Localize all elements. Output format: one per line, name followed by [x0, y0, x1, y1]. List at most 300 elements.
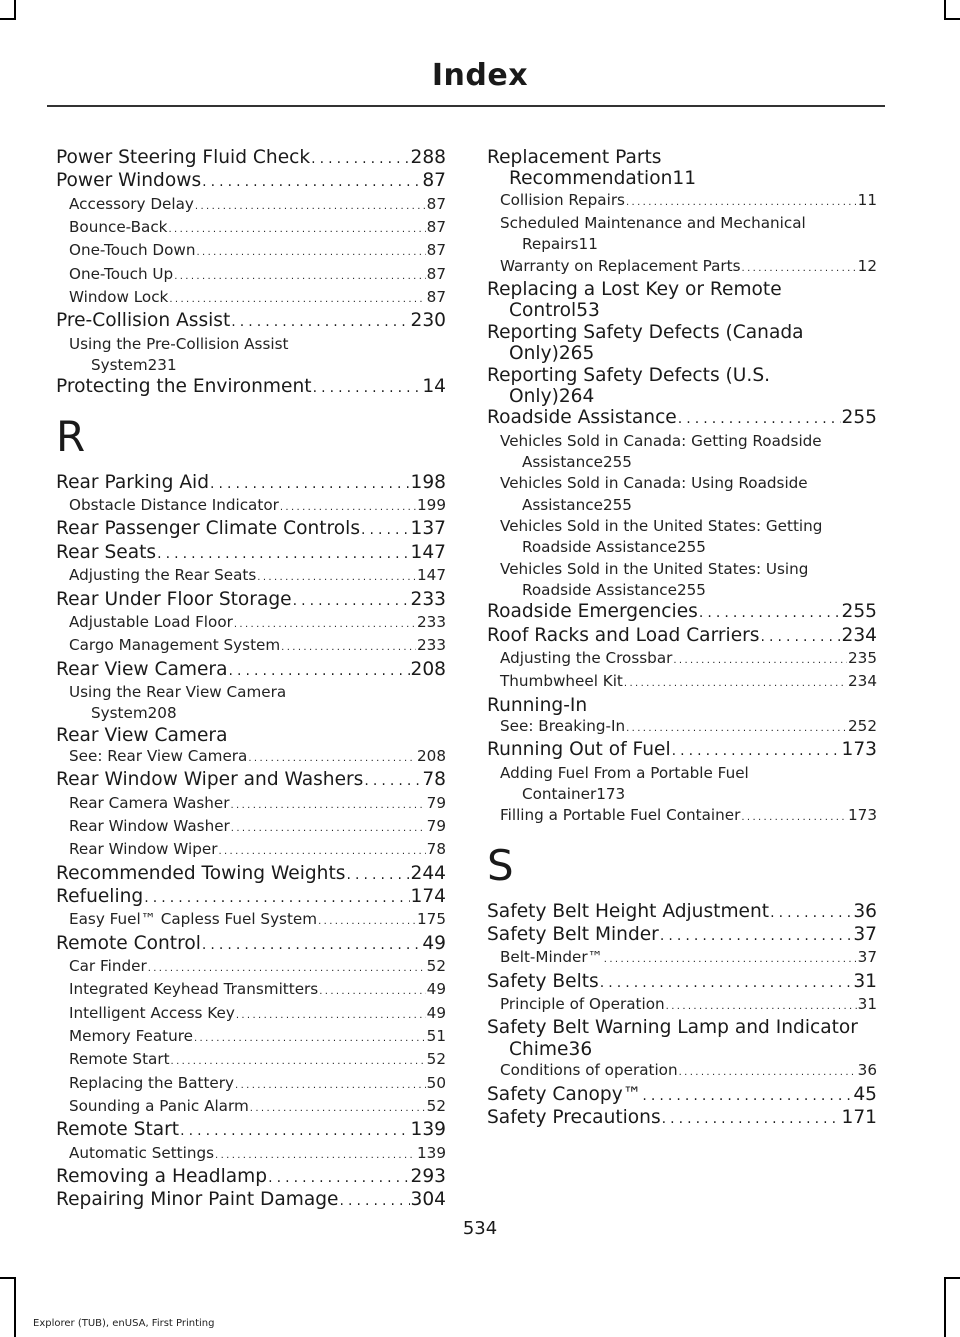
page-ref: 31: [857, 995, 877, 1014]
page-ref: 87: [426, 218, 446, 237]
dot-leader: [236, 1003, 426, 1026]
index-entry[interactable]: [56, 1189, 446, 1212]
entry-label: Roadside Emergencies: [487, 601, 698, 623]
index-subentry[interactable]: [56, 682, 446, 725]
entry-label-continued: Repairs: [522, 235, 579, 254]
dot-leader: [673, 648, 847, 671]
page-ref: 87: [426, 194, 446, 213]
index-entry[interactable]: [487, 601, 877, 624]
entry-label: Rear Seats: [56, 541, 157, 563]
crop-mark: [944, 0, 946, 20]
dot-leader: [194, 1026, 426, 1049]
entry-label: Rear Camera Washer: [69, 793, 230, 812]
crop-mark: [944, 1277, 960, 1279]
page-ref: 208: [147, 704, 177, 723]
index-entry[interactable]: [56, 472, 446, 495]
index-subentry[interactable]: [56, 334, 446, 377]
page-ref: 230: [410, 310, 446, 332]
entry-continuation: [487, 1039, 877, 1060]
dot-leader: [268, 1166, 409, 1189]
page-ref: 233: [410, 588, 446, 610]
crop-mark: [944, 1277, 946, 1337]
crop-mark: [0, 1277, 16, 1279]
entry-label: Power Steering Fluid Check: [56, 147, 311, 168]
index-column-right: [487, 147, 877, 1130]
index-subentry[interactable]: [56, 909, 446, 932]
index-entry[interactable]: [56, 1166, 446, 1189]
page-ref: 171: [841, 1106, 877, 1128]
entry-label: One-Touch Up: [69, 264, 174, 283]
index-entry[interactable]: [487, 739, 877, 762]
page-ref: 36: [568, 1038, 593, 1060]
page-ref: 255: [676, 580, 706, 599]
entry-label: Recommended Towing Weights: [56, 862, 346, 884]
entry-label: Intelligent Access Key: [69, 1003, 235, 1022]
section-letter: R: [56, 411, 86, 461]
entry-continuation: [500, 495, 877, 516]
entry-continuation: [500, 234, 877, 255]
entry-label: Safety Belt Height Adjustment: [487, 900, 770, 922]
index-entry[interactable]: [56, 147, 446, 170]
entry-label-continued: Recommendation: [509, 168, 673, 190]
edition-note: Explorer (TUB), enUSA, First Printing: [33, 1318, 215, 1329]
index-subentry[interactable]: [56, 816, 446, 839]
entry-continuation: [500, 452, 877, 473]
page-ref: 49: [426, 1003, 446, 1022]
index-subentry[interactable]: [487, 671, 877, 694]
dot-leader: [293, 589, 410, 612]
entry-label: Safety Belt Minder: [487, 924, 659, 946]
page-ref: 255: [676, 538, 706, 557]
index-entry[interactable]: [56, 589, 446, 612]
entry-label: Cargo Management System: [69, 636, 281, 655]
dot-leader: [144, 886, 409, 909]
entry-label: Filling a Portable Fuel Container: [500, 806, 741, 825]
page-ref: 255: [602, 495, 632, 514]
index-entry[interactable]: [56, 170, 446, 193]
entry-label: Refueling: [56, 885, 144, 907]
page-ref: 79: [426, 793, 446, 812]
crop-mark: [944, 18, 960, 20]
page-ref: 252: [848, 717, 877, 736]
page-ref: 78: [422, 769, 446, 791]
entry-label: Easy Fuel™ Capless Fuel System: [69, 910, 318, 929]
entry-label: See: Breaking-In: [500, 717, 626, 736]
page-ref: 198: [410, 471, 446, 493]
entry-label: Thumbwheel Kit: [500, 672, 623, 691]
entry-label: Removing a Headlamp: [56, 1165, 268, 1187]
entry-label: Using the Pre-Collision Assist: [69, 334, 289, 353]
page-ref: 37: [857, 948, 877, 967]
entry-label: Memory Feature: [69, 1026, 193, 1045]
dot-leader: [346, 863, 409, 886]
page-ref: 31: [853, 970, 877, 992]
page-ref: 174: [410, 885, 446, 907]
entry-label: Automatic Settings: [69, 1143, 215, 1162]
page-ref: 87: [422, 170, 446, 192]
page-ref: 11: [857, 190, 877, 209]
dot-leader: [231, 310, 409, 333]
index-entry[interactable]: [56, 769, 446, 792]
dot-leader: [174, 264, 425, 287]
index-entry[interactable]: [56, 376, 446, 399]
crop-mark: [14, 1277, 16, 1337]
entry-label: Reporting Safety Defects (Canada: [487, 321, 804, 343]
index-subentry[interactable]: [487, 256, 877, 279]
entry-label: Rear View Camera: [56, 724, 228, 746]
page-ref: 87: [426, 264, 446, 283]
crop-mark: [14, 0, 16, 20]
entry-label: Pre-Collision Assist: [56, 310, 231, 332]
entry-label: Rear Window Wiper: [69, 840, 218, 859]
page-number: 534: [462, 1218, 498, 1239]
title-divider: [47, 105, 885, 107]
index-subentry[interactable]: [56, 1049, 446, 1072]
index-subentry[interactable]: [487, 473, 877, 516]
entry-label-continued: Roadside Assistance: [522, 580, 677, 599]
page-title: Index: [431, 58, 529, 93]
index-subentry[interactable]: [487, 716, 877, 739]
page-ref: 234: [848, 672, 877, 691]
entry-label: Replacing a Lost Key or Remote: [487, 279, 782, 300]
entry-label: Adding Fuel From a Portable Fuel: [500, 763, 749, 782]
dot-leader: [600, 971, 853, 994]
dot-leader: [626, 190, 857, 213]
entry-label-continued: Container: [522, 785, 597, 804]
dot-leader: [195, 194, 426, 217]
dot-leader: [624, 671, 847, 694]
page-ref: 235: [848, 649, 877, 668]
entry-continuation: [500, 580, 877, 601]
page-ref: 255: [841, 601, 877, 623]
entry-label-continued: System: [91, 356, 148, 374]
entry-label: Principle of Operation: [500, 995, 665, 1014]
entry-label-continued: Roadside Assistance: [522, 538, 677, 557]
dot-leader: [280, 495, 416, 518]
entry-label: Belt-Minder™: [500, 948, 603, 967]
dot-leader: [228, 659, 409, 682]
page-ref: 139: [410, 1119, 446, 1141]
dot-leader: [760, 625, 840, 648]
index-subentry[interactable]: [56, 495, 446, 518]
index-entry[interactable]: [487, 365, 877, 408]
page-ref: 208: [410, 658, 446, 680]
dot-leader: [231, 793, 426, 816]
entry-label: Rear Window Wiper and Washers: [56, 769, 364, 791]
index-subentry[interactable]: [487, 516, 877, 559]
index-subentry[interactable]: [487, 1060, 877, 1083]
dot-leader: [742, 256, 857, 279]
section-letter: S: [487, 840, 514, 890]
dot-leader: [364, 769, 421, 792]
entry-continuation: [487, 300, 877, 321]
page-ref: 11: [672, 168, 697, 190]
dot-leader: [202, 170, 421, 193]
page-ref: 231: [147, 356, 177, 374]
page-ref: 53: [576, 300, 600, 322]
page-ref: 175: [417, 910, 446, 929]
entry-label: Running Out of Fuel: [487, 739, 671, 761]
index-entry[interactable]: [487, 695, 877, 716]
page-ref: 36: [857, 1061, 877, 1080]
index-entry[interactable]: [487, 901, 877, 924]
entry-label: Accessory Delay: [69, 194, 194, 213]
page-ref: 147: [417, 566, 446, 585]
page-ref: 52: [426, 957, 446, 976]
page-ref: 14: [422, 376, 446, 398]
page-ref: 36: [853, 900, 877, 922]
dot-leader: [626, 716, 847, 739]
index-subentry[interactable]: [56, 1026, 446, 1049]
page-ref: 173: [841, 739, 877, 761]
index-entry[interactable]: [56, 933, 446, 956]
dot-leader: [148, 956, 426, 979]
dot-leader: [319, 979, 425, 1002]
entry-continuation: [487, 168, 877, 189]
page-ref: 87: [426, 241, 446, 260]
index-entry[interactable]: [56, 1119, 446, 1142]
entry-label: See: Rear View Camera: [69, 746, 248, 765]
index-entry[interactable]: [56, 659, 446, 682]
index-entry[interactable]: [487, 1017, 877, 1060]
index-subentry[interactable]: [56, 240, 446, 263]
index-subentry[interactable]: [487, 648, 877, 671]
index-entry[interactable]: [487, 924, 877, 947]
dot-leader: [672, 739, 841, 762]
entry-label: Rear Passenger Climate Controls: [56, 518, 360, 540]
dot-leader: [642, 1084, 852, 1107]
index-entry[interactable]: [487, 147, 877, 190]
page-ref: 234: [841, 624, 877, 646]
index-subentry[interactable]: [487, 763, 877, 806]
page-ref: 304: [410, 1189, 446, 1211]
index-subentry[interactable]: [487, 431, 877, 474]
dot-leader: [250, 1096, 426, 1119]
entry-label-continued: Only): [509, 386, 559, 408]
page-ref: 147: [410, 541, 446, 563]
page-ref: 11: [578, 235, 598, 254]
page-ref: 49: [426, 980, 446, 999]
entry-label: Integrated Keyhead Transmitters: [69, 980, 319, 999]
entry-label: Safety Canopy™: [487, 1083, 642, 1105]
dot-leader: [313, 376, 422, 399]
entry-continuation: [500, 537, 877, 558]
page-ref: 173: [596, 785, 626, 804]
dot-leader: [660, 924, 852, 947]
dot-leader: [235, 1073, 426, 1096]
index-entry[interactable]: [56, 863, 446, 886]
dot-leader: [666, 994, 857, 1017]
index-entry[interactable]: [56, 542, 446, 565]
entry-label: One-Touch Down: [69, 241, 196, 260]
entry-label: Protecting the Environment: [56, 376, 312, 398]
page-ref: 255: [841, 407, 877, 429]
index-entry[interactable]: [487, 1107, 877, 1130]
index-subentry[interactable]: [56, 635, 446, 658]
entry-label: Vehicles Sold in Canada: Getting Roadside: [500, 431, 822, 450]
index-subentry[interactable]: [487, 994, 877, 1017]
dot-leader: [231, 816, 426, 839]
page-ref: 244: [410, 862, 446, 884]
entry-label: Rear Window Washer: [69, 816, 230, 835]
index-entry[interactable]: [487, 1084, 877, 1107]
dot-leader: [169, 287, 425, 310]
entry-continuation: [487, 343, 877, 364]
page-ref: 265: [558, 343, 595, 365]
page-ref: 208: [417, 746, 446, 765]
entry-label-continued: Assistance: [522, 453, 603, 472]
dot-leader: [770, 901, 852, 924]
index-subentry[interactable]: [487, 947, 877, 970]
entry-label-continued: Chime: [509, 1038, 569, 1060]
entry-label: Rear View Camera: [56, 658, 228, 680]
dot-leader: [318, 909, 416, 932]
entry-label: Adjusting the Rear Seats: [69, 566, 257, 585]
index-column-left: [56, 147, 446, 1213]
index-subentry[interactable]: [56, 793, 446, 816]
dot-leader: [168, 217, 425, 240]
entry-label: Power Windows: [56, 170, 202, 192]
dot-leader: [234, 612, 416, 635]
entry-label: Repairing Minor Paint Damage: [56, 1189, 339, 1211]
entry-label: Remote Control: [56, 932, 201, 954]
index-subentry[interactable]: [56, 612, 446, 635]
entry-label: Obstacle Distance Indicator: [69, 496, 279, 515]
page-ref: 255: [602, 453, 632, 472]
entry-label: Roof Racks and Load Carriers: [487, 624, 760, 646]
entry-label: Reporting Safety Defects (U.S.: [487, 364, 771, 386]
dot-leader: [340, 1189, 410, 1212]
index-subentry[interactable]: [487, 213, 877, 256]
page-ref: 79: [426, 816, 446, 835]
entry-label: Conditions of operation: [500, 1061, 678, 1080]
index-entry[interactable]: [56, 518, 446, 541]
page-ref: 49: [422, 932, 446, 954]
index-subentry[interactable]: [56, 217, 446, 240]
dot-leader: [604, 947, 857, 970]
index-subentry[interactable]: [56, 746, 446, 769]
index-entry[interactable]: [487, 407, 877, 430]
page-ref: 52: [426, 1050, 446, 1069]
entry-label: Vehicles Sold in the United States: Using: [500, 559, 809, 578]
entry-label: Window Lock: [69, 288, 169, 306]
index-subentry[interactable]: [487, 559, 877, 602]
dot-leader: [699, 601, 841, 624]
index-subentry[interactable]: [56, 287, 446, 310]
page-ref: 199: [417, 496, 446, 515]
entry-label: Remote Start: [69, 1050, 170, 1069]
page-ref: 139: [417, 1143, 446, 1162]
index-subentry[interactable]: [56, 979, 446, 1002]
dot-leader: [196, 240, 425, 263]
entry-label-continued: Control: [509, 300, 577, 322]
index-subentry[interactable]: [56, 264, 446, 287]
index-entry[interactable]: [487, 279, 877, 322]
index-entry[interactable]: [487, 625, 877, 648]
index-subentry[interactable]: [56, 1096, 446, 1119]
dot-leader: [361, 518, 410, 541]
entry-label: Warranty on Replacement Parts: [500, 256, 741, 275]
entry-label: Car Finder: [69, 957, 147, 976]
entry-continuation: [500, 784, 877, 805]
entry-continuation: [69, 355, 446, 376]
entry-label-continued: Only): [509, 343, 559, 365]
dot-leader: [662, 1107, 841, 1130]
index-subentry[interactable]: [56, 1143, 446, 1166]
page-ref: 45: [853, 1083, 877, 1105]
entry-label: Vehicles Sold in Canada: Using Roadside: [500, 474, 808, 493]
entry-label: Bounce-Back: [69, 218, 168, 237]
index-subentry[interactable]: [56, 565, 446, 588]
dot-leader: [281, 635, 416, 658]
entry-label: Rear Under Floor Storage: [56, 588, 292, 610]
entry-label: Scheduled Maintenance and Mechanical: [500, 214, 806, 233]
index-entry[interactable]: [487, 971, 877, 994]
entry-label: Rear Parking Aid: [56, 471, 210, 493]
index-subentry[interactable]: [56, 956, 446, 979]
page-ref: 87: [426, 288, 446, 306]
page-ref: 137: [410, 518, 446, 540]
dot-leader: [679, 1060, 857, 1083]
page-ref: 78: [426, 840, 446, 859]
entry-label: Safety Belt Warning Lamp and Indicator: [487, 1017, 858, 1039]
dot-leader: [311, 147, 409, 170]
crop-mark: [0, 18, 16, 20]
dot-leader: [678, 407, 841, 430]
entry-label: Sounding a Panic Alarm: [69, 1096, 249, 1115]
entry-label: Replacement Parts: [487, 147, 662, 168]
page-ref: 233: [417, 636, 446, 655]
entry-label: Collision Repairs: [500, 190, 625, 209]
dot-leader: [218, 839, 425, 862]
entry-label: Vehicles Sold in the United States: Getting: [500, 517, 823, 536]
entry-label: Adjusting the Crossbar: [500, 649, 673, 668]
index-entry[interactable]: [56, 886, 446, 909]
entry-label: Adjustable Load Floor: [69, 612, 233, 631]
dot-leader: [741, 805, 847, 828]
dot-leader: [257, 565, 416, 588]
entry-continuation: [69, 703, 446, 724]
page-ref: 173: [848, 806, 877, 825]
page-ref: 51: [426, 1026, 446, 1045]
index-subentry[interactable]: [487, 190, 877, 213]
index-entry[interactable]: [56, 310, 446, 333]
index-subentry[interactable]: [56, 1003, 446, 1026]
index-subentry[interactable]: [56, 839, 446, 862]
page-ref: 264: [558, 386, 595, 408]
page-ref: 12: [857, 256, 877, 275]
entry-label-continued: Assistance: [522, 495, 603, 514]
dot-leader: [202, 933, 421, 956]
dot-leader: [215, 1143, 416, 1166]
index-subentry[interactable]: [56, 194, 446, 217]
index-entry[interactable]: [56, 725, 446, 746]
index-subentry[interactable]: [56, 1073, 446, 1096]
page-ref: 52: [426, 1096, 446, 1115]
dot-leader: [171, 1049, 426, 1072]
page-ref: 50: [426, 1073, 446, 1092]
page-ref: 293: [410, 1165, 446, 1187]
index-entry[interactable]: [487, 322, 877, 365]
entry-label: Remote Start: [56, 1119, 180, 1141]
entry-label: Replacing the Battery: [69, 1073, 235, 1092]
page-ref: 288: [410, 147, 446, 168]
index-subentry[interactable]: [487, 805, 877, 828]
dot-leader: [210, 472, 409, 495]
entry-label: Running-In: [487, 694, 588, 716]
entry-label: Roadside Assistance: [487, 407, 677, 429]
entry-label: Safety Belts: [487, 970, 599, 992]
